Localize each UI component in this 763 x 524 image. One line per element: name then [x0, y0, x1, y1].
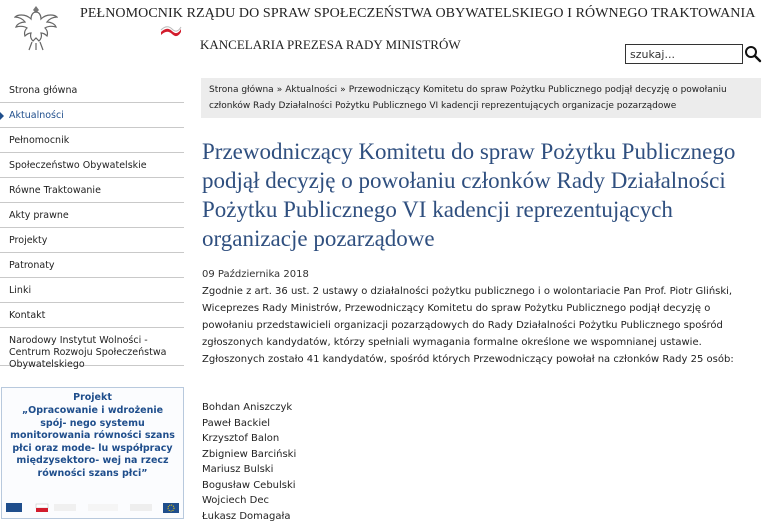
sidebar-item-projekty[interactable]: Projekty [0, 228, 184, 253]
eu-funding-logos-icon [6, 501, 179, 513]
sidebar-item-patronaty[interactable]: Patronaty [0, 253, 184, 278]
breadcrumb-current: Przewodniczący Komitetu do spraw Pożytku Publicznego podjął decyzję o powołaniu członków Rady Działalności Pożytku Publicznego VI kadencji reprezentujących organizacje pozarządowe [209, 85, 727, 111]
article-body: Zgodnie z art. 36 ust. 2 ustawy o działalności pożytku publicznego i o wolontariacie Pan Prof. Piotr Gliński, Wiceprezes Rady Ministrów, Przewodniczący Komitetu do spraw Pożytku Publicznego podjął decyzję o powołaniu przedstawicieli organizacji pozarządowych do Rady Działalności Pożytku Publicznego spośród zgłoszonych kandydatów, którzy spełniali wymagania formalne określone we wspomnianej ustawie. Zgłoszonych zostało 41 kandydatów, spośród których Przewodniczący powołał na członków Rady 25 osób: [202, 283, 752, 368]
sidebar-item-spoleczenstwo-obywatelskie[interactable]: Społeczeństwo Obywatelskie [0, 153, 184, 178]
list-item: Zbigniew Barciński [202, 447, 296, 463]
member-list [202, 400, 296, 524]
promo-heading: Projekt [2, 392, 183, 403]
article-date: 09 Października 2018 [202, 269, 309, 280]
magnifier-icon[interactable] [744, 45, 762, 63]
sidebar-item-kontakt[interactable]: Kontakt [0, 303, 184, 328]
site-subtitle: KANCELARIA PREZESA RADY MINISTRÓW [200, 37, 461, 53]
sidebar-item-rowne-traktowanie[interactable]: Równe Traktowanie [0, 178, 184, 203]
breadcrumb-separator: » [340, 85, 346, 95]
list-item: Bogusław Cebulski [202, 478, 296, 494]
sidebar-nav [0, 78, 184, 366]
site-header [0, 0, 763, 70]
sidebar-item-aktualnosci[interactable]: Aktualności [0, 103, 184, 128]
breadcrumb-link-news[interactable]: Aktualności [285, 85, 337, 95]
breadcrumb-separator: » [277, 85, 283, 95]
list-item: Mariusz Bulski [202, 462, 296, 478]
sidebar-item-linki[interactable]: Linki [0, 278, 184, 303]
list-item: Paweł Backiel [202, 416, 296, 432]
sidebar-item-pelnomocnik[interactable]: Pełnomocnik [0, 128, 184, 153]
sidebar-item-narodowy-instytut[interactable]: Narodowy Instytut Wolności - Centrum Rozwoju Społeczeństwa Obywatelskiego [0, 328, 184, 366]
list-item: Łukasz Domagała [202, 509, 296, 524]
breadcrumb-link-home[interactable]: Strona główna [209, 85, 274, 95]
breadcrumb [201, 78, 761, 118]
list-item: Wojciech Dec [202, 493, 296, 509]
sidebar-item-strona-glowna[interactable]: Strona główna [0, 78, 184, 103]
promo-text: „Opracowanie i wdrożenie spój- nego systemu monitorowania równości szans płci oraz mode- lu współpracy międzysektoro- wej na rzecz równości szans płci” [2, 403, 183, 480]
list-item: Krzysztof Balon [202, 431, 296, 447]
flag-ribbon-icon [160, 26, 182, 38]
list-item: Bohdan Aniszczyk [202, 400, 296, 416]
site-title: PEŁNOMOCNIK RZĄDU DO SPRAW SPOŁECZEŃSTWA OBYWATELSKIEGO I RÓWNEGO TRAKTOWANIA [80, 6, 755, 22]
search-input[interactable] [625, 44, 743, 64]
polish-eagle-emblem-icon [14, 2, 58, 52]
sidebar-item-akty-prawne[interactable]: Akty prawne [0, 203, 184, 228]
project-promo-banner[interactable] [1, 387, 184, 519]
page-title: Przewodniczący Komitetu do spraw Pożytku Publicznego podjął decyzję o powołaniu członków Rady Działalności Pożytku Publicznego VI kadencji reprezentujących organizacje pozarządowe [202, 137, 757, 253]
